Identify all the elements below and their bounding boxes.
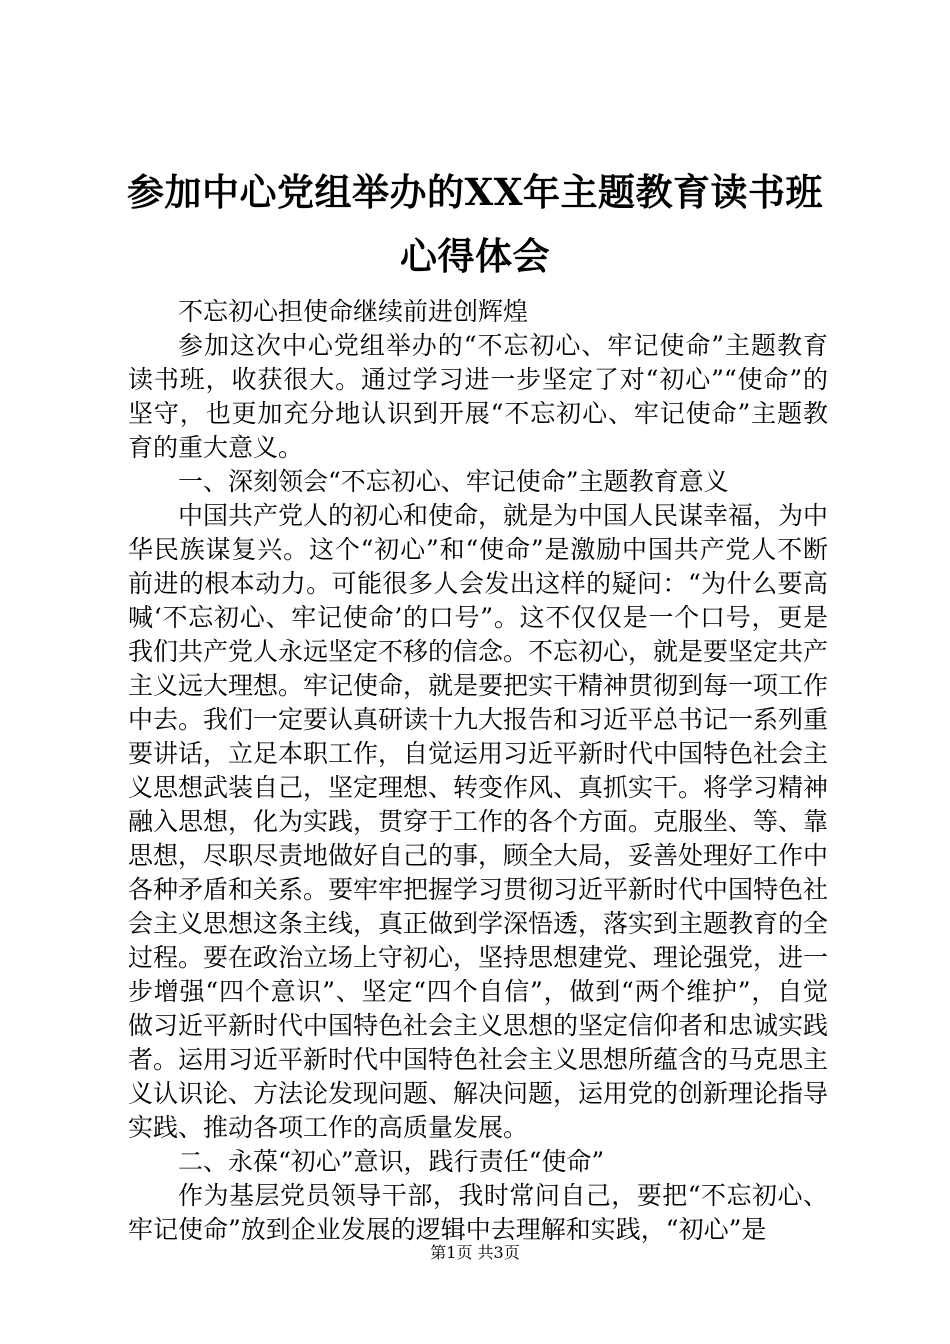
document-body	[128, 295, 828, 1247]
page-footer: 第1页 共3页	[430, 1243, 520, 1262]
subtitle-paragraph: 不忘初心担使命继续前进创辉煌	[178, 297, 529, 326]
section-heading-1: 一、深刻领会“不忘初心、牢记使命”主题教育意义	[178, 467, 729, 496]
section-1-paragraph: 中国共产党人的初心和使命，就是为中国人民谋幸福，为中华民族谋复兴。这个“初心”和“使命”是激励中国共产党人不断前进的根本动力。可能很多人会发出这样的疑问：“为什么要高喊‘不忘初心、牢记使命’的口号”。这不仅仅是一个口号，更是我们共产党人永远坚定不移的信念。不忘初心，就是要坚定共产主义远大理想。牢记使命，就是要把实干精神贯彻到每一项工作中去。我们一定要认真研读十九大报告和习近平总书记一系列重要讲话，立足本职工作，自觉运用习近平新时代中国特色社会主义思想武装自己，坚定理想、转变作风、真抓实干。将学习精神融入思想，化为实践，贯穿于工作的各个方面。克服坐、等、靠思想，尽职尽责地做好自己的事，顾全大局，妥善处理好工作中各种矛盾和关系。要牢牢把握学习贯彻习近平新时代中国特色社会主义思想这条主线，真正做到学深悟透，落实到主题教育的全过程。要在政治立场上守初心，坚持思想建党、理论强党，进一步增强“四个意识”、坚定“四个自信”，做到“两个维护”，自觉做习近平新时代中国特色社会主义思想的坚定信仰者和忠诚实践者。运用习近平新时代中国特色社会主义思想所蕴含的马克思主义认识论、方法论发现问题、解决问题，运用党的创新理论指导实践、推动各项工作的高质量发展。	[128, 501, 829, 1142]
intro-paragraph: 参加这次中心党组举办的“不忘初心、牢记使命”主题教育读书班，收获很大。通过学习进一步坚定了对“初心”“使命”的坚守，也更加充分地认识到开展“不忘初心、牢记使命”主题教育的重大意义。	[128, 331, 828, 462]
document-title: 参加中心党组举办的XX年主题教育读书班心得体会	[127, 170, 823, 278]
section-heading-2: 二、永葆“初心”意识，践行责任“使命”	[178, 1147, 605, 1176]
section-2-paragraph: 作为基层党员领导干部，我时常问自己，要把“不忘初心、牢记使命”放到企业发展的逻辑中去理解和实践，“初心”是	[128, 1181, 828, 1244]
